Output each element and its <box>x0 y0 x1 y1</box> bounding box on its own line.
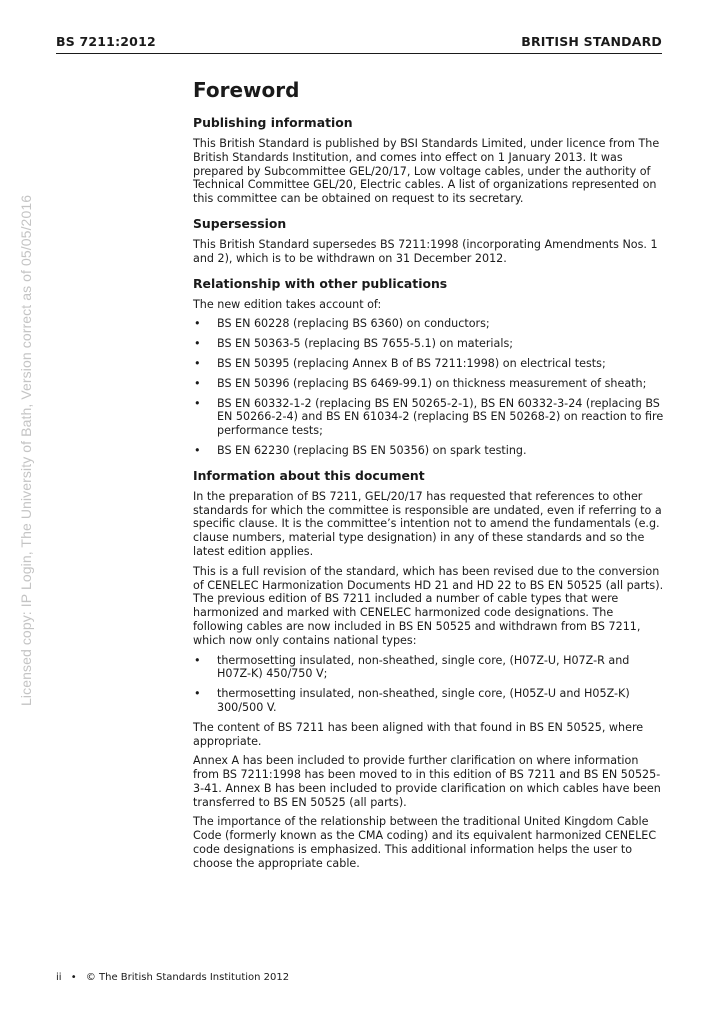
list-item: • BS EN 50396 (replacing BS 6469-99.1) on thickness measurement of sheath; <box>193 377 665 391</box>
header-rule <box>56 53 662 54</box>
paragraph: This British Standard supersedes BS 7211:1998 (incorporating Amendments Nos. 1 and 2), which is to be withdrawn on 31 December 2012. <box>193 237 658 265</box>
list-item: • BS EN 50395 (replacing Annex B of BS 7211:1998) on electrical tests; <box>193 357 665 371</box>
page-number: ii <box>56 972 62 983</box>
license-watermark: Licensed copy: IP Login, The University of Bath, Version correct as of 05/05/2016 <box>18 194 34 706</box>
list-item: • thermosetting insulated, non-sheathed, single core, (H05Z-U and H05Z-K) 300/500 V. <box>193 687 665 715</box>
section-heading: Relationship with other publications <box>193 275 448 291</box>
section-heading: Information about this document <box>193 467 425 483</box>
relationship-section <box>193 276 665 458</box>
publication-list <box>193 317 665 457</box>
paragraph: In the preparation of BS 7211, GEL/20/17 has requested that references to other standards for which the committee is responsible are undated, even if referring to a specific clause. It is the committee’s intention not to amend the fundamentals (e.g. clause numbers, material type designation) in any of these standards and so the latest edition applies. <box>193 489 662 558</box>
cable-type-list <box>193 654 665 715</box>
list-item: • BS EN 60228 (replacing BS 6360) on conductors; <box>193 317 665 331</box>
running-head-doc-id: BS 7211:2012 <box>56 34 156 49</box>
paragraph: The new edition takes account of: <box>193 297 382 311</box>
page-footer <box>56 972 295 983</box>
paragraph: This is a full revision of the standard, which has been revised due to the conversion of CENELEC Harmonization Documents HD 21 and HD 22 to BS EN 50525 (all parts). The previous edition of BS 7211 included a number of cable types that were harmonized and marked with CENELEC harmonized code designations. The following cables are now included in BS EN 50525 and withdrawn from BS 7211, which now only contains national types: <box>193 564 664 647</box>
footer-separator: • <box>70 972 77 983</box>
list-item: • thermosetting insulated, non-sheathed, single core, (H07Z-U, H07Z-R and H07Z-K) 450/750 V; <box>193 654 665 682</box>
paragraph: The content of BS 7211 has been aligned with that found in BS EN 50525, where appropriate. <box>193 720 644 748</box>
information-section <box>193 468 665 871</box>
publishing-information-section <box>193 115 665 206</box>
list-item: • BS EN 62230 (replacing BS EN 50356) on spark testing. <box>193 444 665 458</box>
section-heading: Supersession <box>193 215 287 231</box>
paragraph: The importance of the relationship between the traditional United Kingdom Cable Code (formerly known as the CMA coding) and its equivalent harmonized CENELEC code designations is emphasized. This additional information helps the user to choose the appropriate cable. <box>193 815 657 870</box>
paragraph: Annex A has been included to provide further clarification on where information from BS 7211:1998 has been moved to in this edition of BS 7211 and BS EN 50525-3-41. Annex B has been included to provide clarification on which cables have been transferred to BS EN 50525 (all parts). <box>193 754 661 809</box>
page-content <box>193 79 665 881</box>
supersession-section <box>193 216 665 266</box>
list-item: • BS EN 60332-1-2 (replacing BS EN 50265-2-1), BS EN 60332-3-24 (replacing BS EN 50266-2-4) and BS EN 61034-2 (replacing BS EN 50268-2) on reaction to fire performance tests; <box>193 397 665 438</box>
list-item: • BS EN 50363-5 (replacing BS 7655-5.1) on materials; <box>193 337 665 351</box>
running-head-standard-label: BRITISH STANDARD <box>521 34 662 49</box>
paragraph: This British Standard is published by BSI Standards Limited, under licence from The British Standards Institution, and comes into effect on 1 January 2013. It was prepared by Subcommittee GEL/20/17, Low voltage cables, under the authority of Technical Committee GEL/20, Electric cables. A list of organizations represented on this committee can be obtained on request to its secretary. <box>193 137 660 206</box>
copyright-notice: © The British Standards Institution 2012 <box>85 972 290 983</box>
section-heading: Publishing information <box>193 115 353 130</box>
page-title: Foreword <box>193 78 300 102</box>
